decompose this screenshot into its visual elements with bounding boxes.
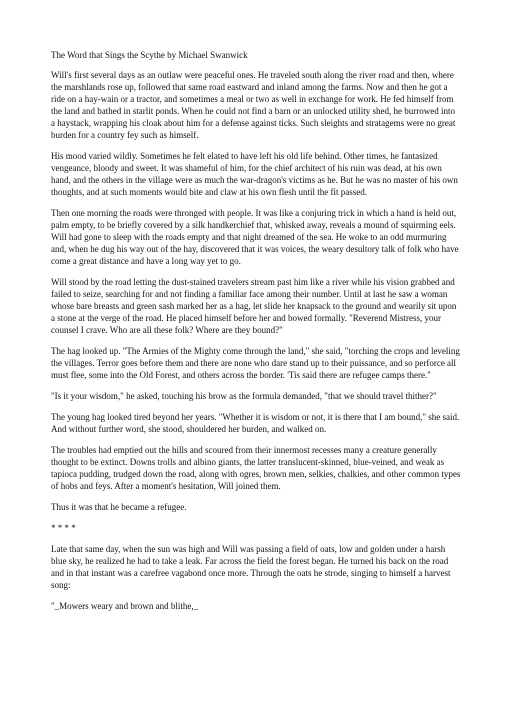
song-line: "_Mowers weary and brown and blithe,_ [51, 601, 199, 611]
paragraph: The hag looked up. "The Armies of the Mighty come through the land," she said, "torching the crops and leveling the villages. Terror goes before them and there are none who dare stand up to their puissance, and so perforce all must flee, some into the Old Forest, and others across the border. 'Tis said there are refugee camps there." [51, 346, 460, 380]
paragraph: His mood varied wildly. Sometimes he felt elated to have left his old life behind. Other times, he fantasized vengeance, bloody and sweet. It was shameful of him, for the chief architect of his ruin was dead, at his own hand, and the others in the village were as much the war-dragon's victims as he. But he was no master of his own thoughts, and at such moments would bite and claw at his own flesh until the fit passed. [51, 151, 458, 197]
paragraph: Late that same day, when the sun was high and Will was passing a field of oats, low and golden under a harsh blue sky, he realized he had to take a leak. Far across the field the forest began. He turned his back on the road and in that instant was a carefree vagabond once more. Through the oats he strode, singing to himself a harvest song: [51, 544, 451, 590]
paragraph: Thus it was that he became a refugee. [51, 502, 187, 512]
paragraph: Will stood by the road letting the dust-stained travelers stream past him like a river while his vision grabbed and failed to seize, searching for and not finding a familiar face among their number. Until at last he saw a woman whose bare breasts and green sash marked her as a hag, let slide her knapsack to the ground and wearily sit upon a stone at the verge of the road. He placed himself before her and bowed formally. "Reverend Mistress, your counsel I crave. Who are all these folk? Where are they bound?" [51, 277, 457, 335]
document-title: The Word that Sings the Scythe by Michael Swanwick [51, 50, 248, 60]
scene-break: * * * * [51, 523, 76, 533]
paragraph: The troubles had emptied out the hills and scoured from their innermost recesses many a creature generally thought to be extinct. Downs trolls and albino giants, the latter translucent-skinned, blue-veined, and weak as tapioca pudding, trudged down the road, along with ogres, brown men, selkies, chalkies, and other common types of hobs and feys. After a moment's hesitation, Will joined them. [51, 445, 461, 491]
paragraph: The young hag looked tired beyond her years. "Whether it is wisdom or not, it is there that I am bound," she said. And without further word, she stood, shouldered her burden, and walked on. [51, 412, 460, 434]
paragraph: Then one morning the roads were thronged with people. It was like a conjuring trick in which a hand is held out, palm empty, to be briefly covered by a silk handkerchief that, whisked away, reveals a mound of squirming eels. Will had gone to sleep with the roads empty and that night dreamed of the sea. He woke to an odd murmuring and, when he dug his way out of the hay, discovered that it was voices, the weary desultory talk of folk who have come a great distance and have a long way yet to go. [51, 208, 459, 266]
paragraph: Will's first several days as an outlaw were peaceful ones. He traveled south along the river road and then, where the marshlands rose up, followed that same road eastward and inland among the farms. Now and then he got a ride on a hay-wain or a tractor, and sometimes a meal or two as well in exchange for work. He fed himself from the land and bathed in starlit ponds. When he could not find a barn or an unlocked utility shed, he burrowed into a haystack, wrapping his cloak about him for a defense against ticks. Such sleights and stratagems were no great burden for a country fey such as himself. [51, 70, 456, 140]
document-page [51, 49, 461, 621]
paragraph: "Is it your wisdom," he asked, touching his brow as the formula demanded, "that we should travel thither?" [51, 391, 437, 401]
